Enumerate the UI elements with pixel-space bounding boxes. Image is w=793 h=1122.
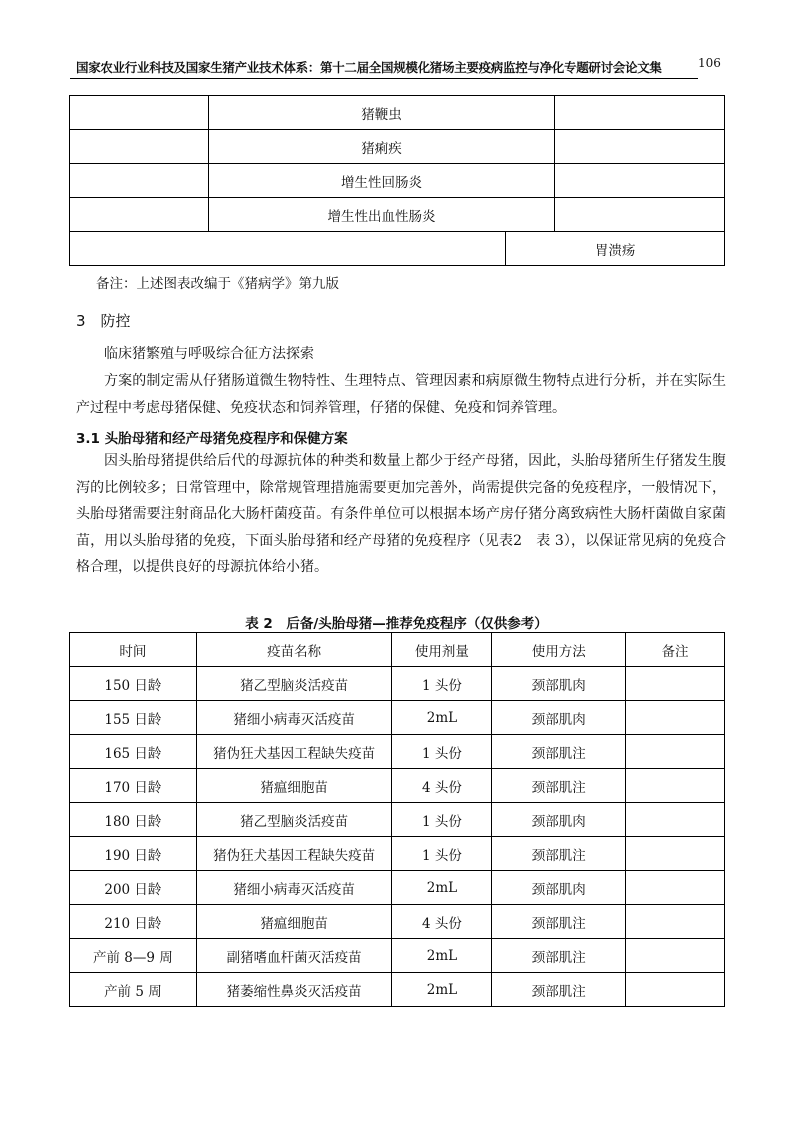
- paragraph: 因头胎母猪提供给后代的母源抗体的种类和数量上都少于经产母猪，因此，头胎母猪所生仔猪发生腹泻的比例较多；日常管理中，除常规管理措施需要更加完善外，尚需提供完备的免疫程序，一般情况下，头胎母猪需要注射商品化大肠杆菌疫苗。有条件单位可以根据本场产房仔猪分离致病性大肠杆菌做自家菌苗，用以头胎母猪的免疫，下面头胎母猪和经产母猪的免疫程序（见表2 表 3），以保证常见病的免疫合格合理，以提供良好的母源抗体给小猪。: [76, 453, 726, 575]
- table-cell: 猪萎缩性鼻炎灭活疫苗: [196, 973, 392, 1007]
- table-cell: [626, 803, 725, 837]
- table-cell: 猪细小病毒灭活疫苗: [196, 871, 392, 905]
- table-row: [70, 198, 725, 232]
- table-cell: 颈部肌注: [492, 769, 626, 803]
- table-cell: 1 头份: [392, 735, 492, 769]
- table-cell: 颈部肌肉: [492, 803, 626, 837]
- table-cell: 猪瘟细胞苗: [196, 769, 392, 803]
- header-rule: [70, 78, 698, 79]
- table-cell: 180 日龄: [70, 803, 197, 837]
- table-cell: [626, 973, 725, 1007]
- table-cell: 产前 8—9 周: [70, 939, 197, 973]
- table-cell: 增生性回肠炎: [208, 164, 554, 198]
- table-cell: 200 日龄: [70, 871, 197, 905]
- table-cell: 190 日龄: [70, 837, 197, 871]
- table-row: [70, 837, 725, 871]
- table-cell: [626, 871, 725, 905]
- table-cell: 颈部肌注: [492, 837, 626, 871]
- table-cell: 165 日龄: [70, 735, 197, 769]
- table-cell: 1 头份: [392, 803, 492, 837]
- table-cell: 猪痢疾: [208, 130, 554, 164]
- table-row: [70, 164, 725, 198]
- table-cell: 颈部肌肉: [492, 701, 626, 735]
- table-row: [70, 939, 725, 973]
- column-header: 使用方法: [492, 633, 626, 667]
- table-cell: 2mL: [392, 973, 492, 1007]
- disease-table-continued: [69, 95, 725, 266]
- table-cell: 增生性出血性肠炎: [208, 198, 554, 232]
- paragraph: 方案的制定需从仔猪肠道微生物特性、生理特点、管理因素和病原微生物特点进行分析，并在实际生产过程中考虑母猪保健、免疫状态和饲养管理，仔猪的保健、免疫和饲养管理。: [76, 373, 726, 417]
- table-cell: 150 日龄: [70, 667, 197, 701]
- page-number: 106: [698, 56, 721, 70]
- table-cell: 颈部肌肉: [492, 871, 626, 905]
- table-cell: 颈部肌注: [492, 905, 626, 939]
- table-row: [70, 973, 725, 1007]
- table-cell: 颈部肌注: [492, 735, 626, 769]
- running-header: 国家农业行业科技及国家生猪产业技术体系：第十二届全国规模化猪场主要疫病监控与净化专题研讨会论文集: [76, 60, 662, 75]
- table-cell: 猪乙型脑炎活疫苗: [196, 667, 392, 701]
- table-row: [70, 130, 725, 164]
- column-header: 使用剂量: [392, 633, 492, 667]
- table-cell: 210 日龄: [70, 905, 197, 939]
- table-row: [70, 871, 725, 905]
- table-cell: 胃溃疡: [506, 232, 725, 266]
- table-cell: [626, 701, 725, 735]
- table-row: [70, 769, 725, 803]
- table-cell: 颈部肌注: [492, 973, 626, 1007]
- table-cell: 1 头份: [392, 667, 492, 701]
- table-cell: 2mL: [392, 701, 492, 735]
- table-cell: 猪伪狂犬基因工程缺失疫苗: [196, 735, 392, 769]
- table-cell: 副猪嗜血杆菌灭活疫苗: [196, 939, 392, 973]
- table-cell: [626, 837, 725, 871]
- column-header: 备注: [626, 633, 725, 667]
- table-cell: 产前 5 周: [70, 973, 197, 1007]
- table-note: 备注：上述图表改编于《猪病学》第九版: [96, 276, 339, 292]
- table-cell: 155 日龄: [70, 701, 197, 735]
- table-cell: [626, 939, 725, 973]
- table-cell: [626, 905, 725, 939]
- table-cell: 猪乙型脑炎活疫苗: [196, 803, 392, 837]
- table-row: [70, 701, 725, 735]
- table-cell: 2mL: [392, 939, 492, 973]
- table-cell: [626, 769, 725, 803]
- table-cell: 猪伪狂犬基因工程缺失疫苗: [196, 837, 392, 871]
- table-row: [70, 232, 725, 266]
- table-row: [70, 96, 725, 130]
- table-cell: 2mL: [392, 871, 492, 905]
- immunization-table: [69, 632, 725, 1007]
- table-cell: 4 头份: [392, 905, 492, 939]
- table-cell: [626, 667, 725, 701]
- section-heading: 3 防控: [76, 312, 131, 330]
- table-cell: [626, 735, 725, 769]
- table-row: [70, 905, 725, 939]
- table-cell: 1 头份: [392, 837, 492, 871]
- table-cell: 猪瘟细胞苗: [196, 905, 392, 939]
- column-header: 时间: [70, 633, 197, 667]
- table-cell: 猪细小病毒灭活疫苗: [196, 701, 392, 735]
- table-row: [70, 803, 725, 837]
- table-row: [70, 735, 725, 769]
- paragraph: 临床猪繁殖与呼吸综合征方法探索: [104, 346, 314, 362]
- subsection-heading: 3.1 头胎母猪和经产母猪免疫程序和保健方案: [76, 431, 348, 447]
- table-header-row: [70, 633, 725, 667]
- table-cell: 猪鞭虫: [208, 96, 554, 130]
- column-header: 疫苗名称: [196, 633, 392, 667]
- table-cell: 4 头份: [392, 769, 492, 803]
- table-cell: 170 日龄: [70, 769, 197, 803]
- table-cell: 颈部肌肉: [492, 667, 626, 701]
- table-row: [70, 667, 725, 701]
- table-caption: 表 2 后备/头胎母猪—推荐免疫程序（仅供参考）: [245, 616, 548, 632]
- table-cell: 颈部肌注: [492, 939, 626, 973]
